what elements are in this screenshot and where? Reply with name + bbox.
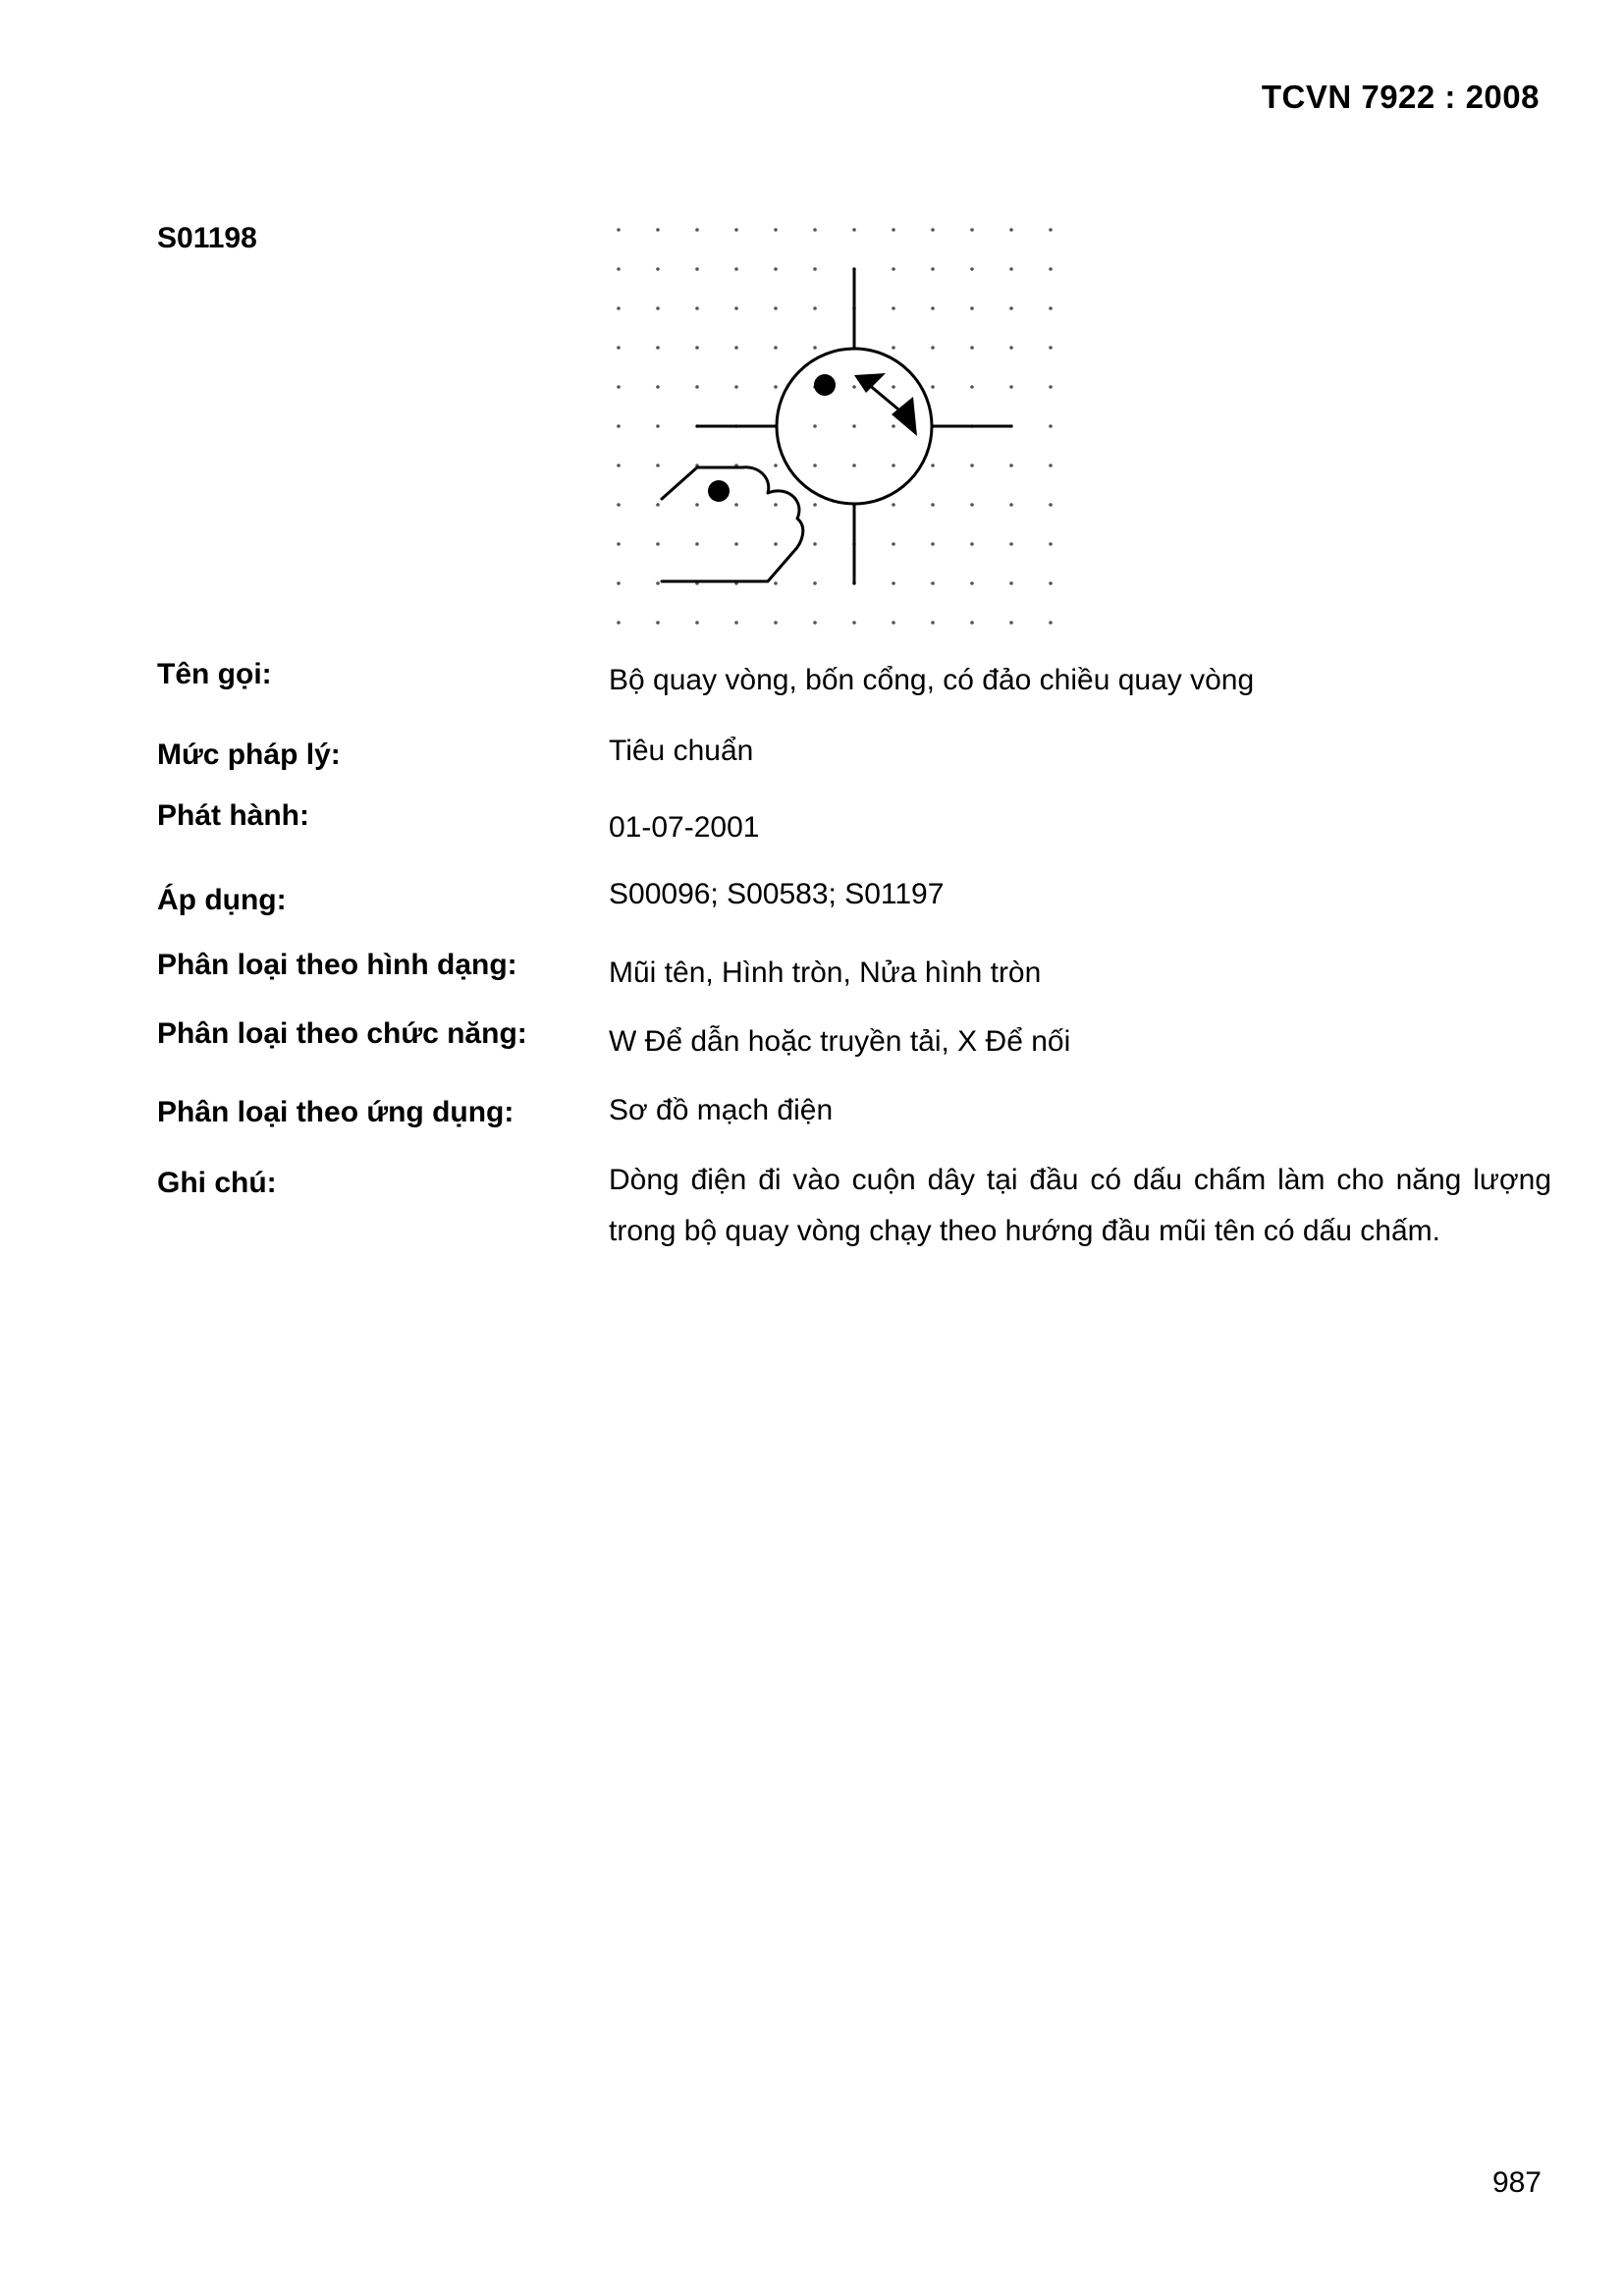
shape-class-value: Mũi tên, Hình tròn, Nửa hình tròn bbox=[609, 957, 1042, 989]
grid-dot bbox=[813, 424, 817, 428]
grid-dot bbox=[1049, 306, 1053, 310]
grid-dot bbox=[695, 542, 699, 546]
standard-code: TCVN 7922 : 2008 bbox=[1261, 79, 1540, 115]
grid-dot bbox=[695, 385, 699, 389]
grid-dot bbox=[852, 228, 856, 232]
grid-dot bbox=[656, 385, 660, 389]
grid-dot bbox=[656, 424, 660, 428]
grid-dot bbox=[1009, 464, 1013, 467]
grid-dot bbox=[617, 346, 621, 350]
grid-dot bbox=[1009, 267, 1013, 271]
grid-dot bbox=[617, 228, 621, 232]
grid-dot bbox=[931, 542, 935, 546]
grid-dot bbox=[1009, 621, 1013, 625]
grid-dot bbox=[1009, 385, 1013, 389]
grid-dot bbox=[734, 228, 738, 232]
grid-dot bbox=[617, 464, 621, 467]
grid-dot bbox=[1009, 228, 1013, 232]
name-label: Tên gọi: bbox=[157, 658, 272, 690]
dot-grid bbox=[617, 228, 1053, 636]
field-function-class bbox=[157, 1017, 1551, 1076]
grid-dot bbox=[813, 464, 817, 467]
grid-dot bbox=[970, 503, 974, 507]
grid-dot bbox=[892, 503, 895, 507]
function-class-label: Phân loại theo chức năng: bbox=[157, 1017, 527, 1050]
grid-dot bbox=[734, 542, 738, 546]
grid-dot bbox=[695, 503, 699, 507]
grid-dot bbox=[734, 306, 738, 310]
grid-dot bbox=[695, 306, 699, 310]
grid-dot bbox=[813, 581, 817, 585]
grid-dot bbox=[892, 621, 895, 625]
grid-dot bbox=[774, 306, 778, 310]
field-legal-level bbox=[157, 735, 1551, 797]
grid-dot bbox=[656, 503, 660, 507]
grid-dot bbox=[970, 228, 974, 232]
grid-dot bbox=[892, 464, 895, 467]
legal-level-value: Tiêu chuẩn bbox=[609, 735, 754, 767]
grid-dot bbox=[852, 464, 856, 467]
note-value: Dòng điện đi vào cuộn dây tại đầu có dấu chấm làm cho năng lượng trong bộ quay vòng chạy theo hướng đầu mũi tên có dấu chấm. bbox=[609, 1164, 1551, 1247]
grid-dot bbox=[970, 346, 974, 350]
symbol-figure bbox=[601, 214, 1062, 636]
symbol-id: S01198 bbox=[157, 222, 257, 254]
polarity-dot-tab bbox=[708, 480, 730, 502]
grid-dot bbox=[1049, 542, 1053, 546]
grid-dot bbox=[813, 621, 817, 625]
grid-dot bbox=[774, 542, 778, 546]
grid-dot bbox=[617, 385, 621, 389]
arrow-head-top bbox=[854, 373, 886, 393]
grid-dot bbox=[695, 621, 699, 625]
grid-dot bbox=[931, 306, 935, 310]
grid-dot bbox=[774, 228, 778, 232]
grid-dot bbox=[1009, 306, 1013, 310]
grid-dot bbox=[970, 581, 974, 585]
grid-dot bbox=[1049, 464, 1053, 467]
half-circle-tab bbox=[662, 467, 803, 581]
grid-dot bbox=[970, 385, 974, 389]
grid-dot bbox=[695, 346, 699, 350]
grid-dot bbox=[892, 424, 895, 428]
grid-dot bbox=[774, 464, 778, 467]
grid-dot bbox=[1049, 424, 1053, 428]
grid-dot bbox=[774, 267, 778, 271]
grid-dot bbox=[656, 306, 660, 310]
grid-dot bbox=[931, 346, 935, 350]
grid-dot bbox=[617, 306, 621, 310]
field-shape-class bbox=[157, 949, 1551, 1008]
grid-dot bbox=[656, 464, 660, 467]
grid-dot bbox=[813, 346, 817, 350]
grid-dot bbox=[774, 581, 778, 585]
legal-level-label: Mức pháp lý: bbox=[157, 738, 341, 771]
grid-dot bbox=[931, 228, 935, 232]
grid-dot bbox=[1049, 267, 1053, 271]
grid-dot bbox=[1049, 621, 1053, 625]
grid-dot bbox=[931, 267, 935, 271]
grid-dot bbox=[892, 346, 895, 350]
rotary-circulator-reversible-icon bbox=[601, 214, 1062, 636]
application-class-value: Sơ đồ mạch điện bbox=[609, 1094, 834, 1126]
grid-dot bbox=[931, 464, 935, 467]
grid-dot bbox=[931, 621, 935, 625]
grid-dot bbox=[892, 306, 895, 310]
grid-dot bbox=[1009, 542, 1013, 546]
grid-dot bbox=[970, 621, 974, 625]
issued-label: Phát hành: bbox=[157, 799, 309, 832]
grid-dot bbox=[970, 542, 974, 546]
grid-dot bbox=[813, 542, 817, 546]
grid-dot bbox=[734, 267, 738, 271]
grid-dot bbox=[892, 385, 895, 389]
grid-dot bbox=[617, 503, 621, 507]
grid-dot bbox=[892, 267, 895, 271]
grid-dot bbox=[774, 503, 778, 507]
grid-dot bbox=[852, 385, 856, 389]
grid-dot bbox=[813, 503, 817, 507]
grid-dot bbox=[970, 464, 974, 467]
grid-dot bbox=[774, 621, 778, 625]
grid-dot bbox=[1009, 503, 1013, 507]
grid-dot bbox=[892, 581, 895, 585]
grid-dot bbox=[695, 267, 699, 271]
grid-dot bbox=[931, 581, 935, 585]
grid-dot bbox=[617, 267, 621, 271]
grid-dot bbox=[617, 424, 621, 428]
field-note bbox=[157, 1164, 1551, 1285]
arrow-head-bottom bbox=[892, 397, 917, 436]
grid-dot bbox=[656, 581, 660, 585]
grid-dot bbox=[1049, 503, 1053, 507]
grid-dot bbox=[774, 385, 778, 389]
grid-dot bbox=[656, 267, 660, 271]
grid-dot bbox=[734, 503, 738, 507]
grid-dot bbox=[1049, 228, 1053, 232]
grid-dot bbox=[813, 228, 817, 232]
page-number: 987 bbox=[1491, 2166, 1542, 2199]
grid-dot bbox=[931, 385, 935, 389]
grid-dot bbox=[892, 542, 895, 546]
grid-dot bbox=[813, 267, 817, 271]
grid-dot bbox=[1049, 346, 1053, 350]
application-class-label: Phân loại theo ứng dụng: bbox=[157, 1096, 514, 1128]
grid-dot bbox=[970, 306, 974, 310]
grid-dot bbox=[852, 621, 856, 625]
grid-dot bbox=[617, 621, 621, 625]
function-class-value: W Để dẫn hoặc truyền tải, X Để nối bbox=[609, 1025, 1071, 1058]
grid-dot bbox=[774, 346, 778, 350]
applies-to-value: S00096; S00583; S01197 bbox=[609, 878, 945, 910]
grid-dot bbox=[734, 385, 738, 389]
grid-dot bbox=[656, 228, 660, 232]
grid-dot bbox=[734, 346, 738, 350]
note-label: Ghi chú: bbox=[157, 1167, 277, 1199]
grid-dot bbox=[734, 621, 738, 625]
grid-dot bbox=[892, 228, 895, 232]
grid-dot bbox=[656, 621, 660, 625]
field-applies-to bbox=[157, 878, 1551, 943]
field-issued bbox=[157, 799, 1551, 858]
field-name bbox=[157, 658, 1551, 717]
grid-dot bbox=[1009, 581, 1013, 585]
grid-dot bbox=[1009, 346, 1013, 350]
applies-to-label: Áp dụng: bbox=[157, 884, 287, 916]
issued-value: 01-07-2001 bbox=[609, 811, 760, 844]
field-application-class bbox=[157, 1096, 1551, 1155]
shape-class-label: Phân loại theo hình dạng: bbox=[157, 949, 517, 981]
grid-dot bbox=[852, 424, 856, 428]
grid-dot bbox=[617, 542, 621, 546]
grid-dot bbox=[656, 542, 660, 546]
grid-dot bbox=[970, 267, 974, 271]
grid-dot bbox=[813, 306, 817, 310]
grid-dot bbox=[1049, 385, 1053, 389]
grid-dot bbox=[656, 346, 660, 350]
grid-dot bbox=[931, 503, 935, 507]
grid-dot bbox=[1049, 581, 1053, 585]
polarity-dot-circle bbox=[814, 374, 836, 396]
grid-dot bbox=[617, 581, 621, 585]
grid-dot bbox=[695, 228, 699, 232]
name-value: Bộ quay vòng, bốn cổng, có đảo chiều quay vòng bbox=[609, 664, 1255, 696]
